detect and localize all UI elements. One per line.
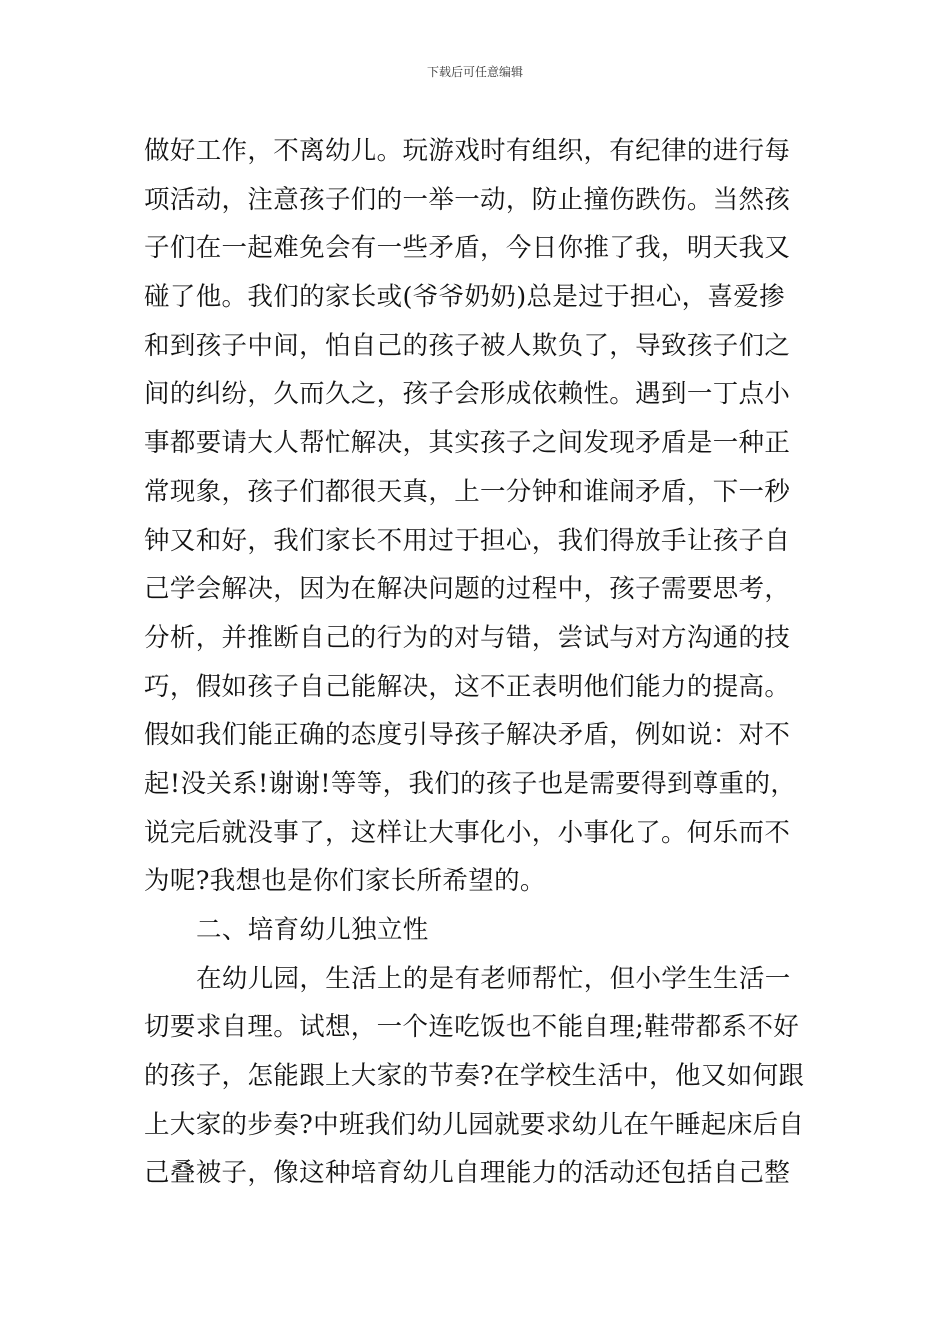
text-line: 的孩子，怎能跟上大家的节奏?在学校生活中，他又如何跟 [144, 1061, 805, 1092]
text-line: 碰了他。我们的家长或(爷爷奶奶)总是过于担心，喜爱掺 [144, 282, 785, 313]
text-line: 起!没关系!谢谢!等等，我们的孩子也是需要得到尊重的， [144, 768, 797, 799]
text-line: 常现象，孩子们都很天真，上一分钟和谁闹矛盾，下一秒 [144, 476, 791, 507]
text-line: 为呢?我想也是你们家长所希望的。 [144, 866, 546, 897]
text-line: 假如我们能正确的态度引导孩子解决矛盾，例如说：对不 [144, 720, 791, 751]
text-line: 切要求自理。试想，一个连吃饭也不能自理;鞋带都系不好 [144, 1012, 800, 1043]
text-line: 钟又和好，我们家长不用过于担心，我们得放手让孩子自 [144, 525, 791, 556]
text-line: 做好工作，不离幼儿。玩游戏时有组织，有纪律的进行每 [144, 136, 791, 166]
text-line: 和到孩子中间，怕自己的孩子被人欺负了，导致孩子们之 [144, 330, 791, 361]
text-line: 在幼儿园，生活上的是有老师帮忙，但小学生生活一 [196, 963, 791, 994]
text-line: 分析，并推断自己的行为的对与错，尝试与对方沟通的技 [144, 622, 791, 653]
text-line: 事都要请大人帮忙解决，其实孩子之间发现矛盾是一种正 [144, 428, 791, 459]
text-line: 说完后就没事了，这样让大事化小，小事化了。何乐而不 [144, 817, 791, 848]
text-line: 己叠被子，像这种培育幼儿自理能力的活动还包括自己整 [144, 1158, 791, 1189]
section-heading: 二、培育幼儿独立性 [196, 915, 429, 945]
text-line: 间的纠纷，久而久之，孩子会形成依赖性。遇到一丁点小 [144, 379, 791, 410]
text-line: 己学会解决，因为在解决问题的过程中，孩子需要思考， [144, 574, 791, 605]
text-line: 上大家的步奏?中班我们幼儿园就要求幼儿在午睡起床后自 [144, 1109, 805, 1140]
text-line: 巧，假如孩子自己能解决，这不正表明他们能力的提高。 [144, 671, 791, 702]
text-line: 项活动，注意孩子们的一举一动，防止撞伤跌伤。当然孩 [144, 184, 791, 215]
text-line: 子们在一起难免会有一些矛盾，今日你推了我，明天我又 [144, 233, 791, 264]
document-body [144, 127, 824, 1198]
page-header: 下载后可任意编辑 [426, 65, 523, 79]
